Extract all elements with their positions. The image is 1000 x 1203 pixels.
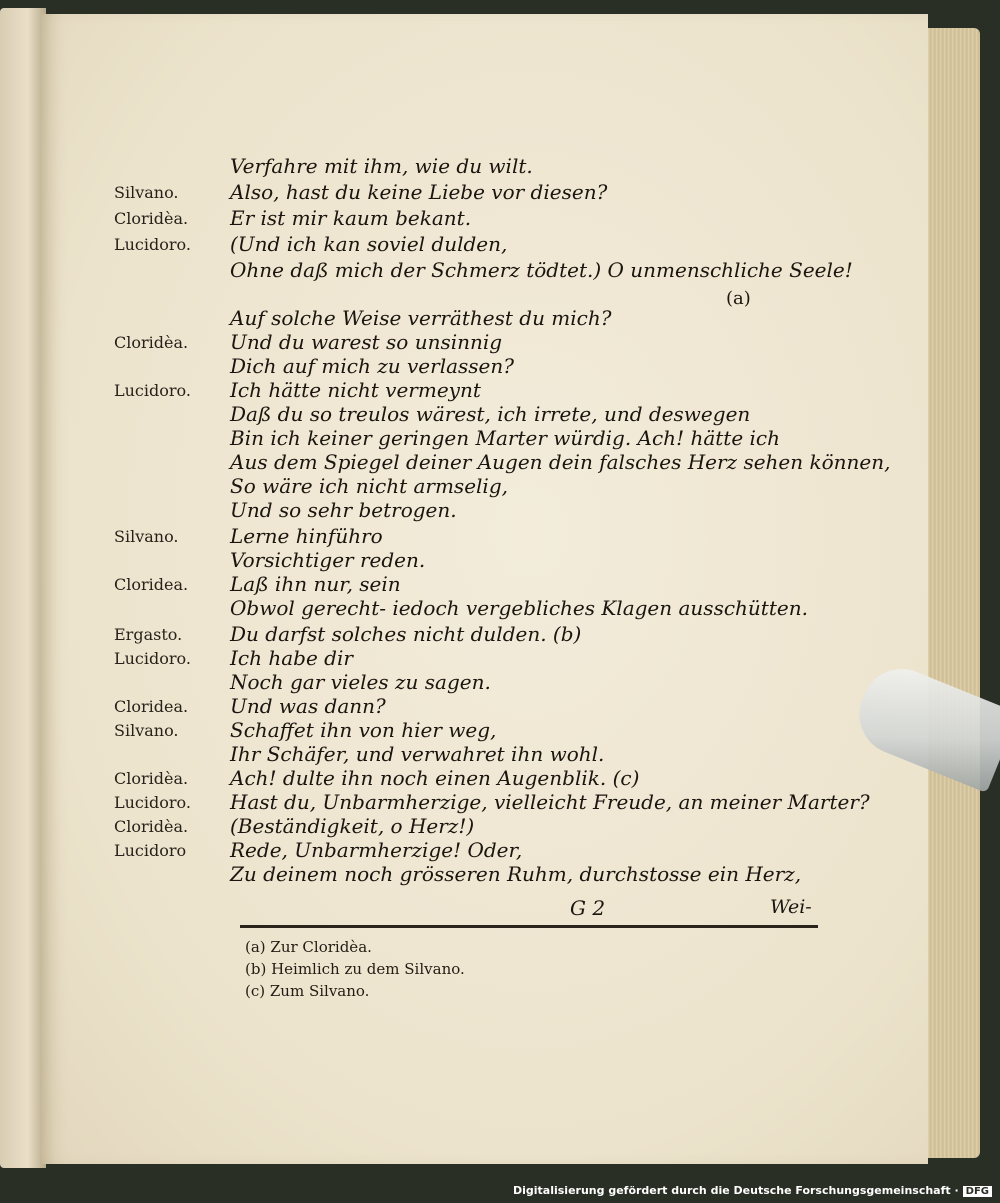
catchword: Wei- (770, 896, 812, 918)
dialogue-line: Obwol gerecht- iedoch vergebliches Klagen ausschütten. (230, 596, 808, 620)
dialogue-line: Und so sehr betrogen. (230, 498, 457, 522)
dialogue-line: Du darfst solches nicht dulden. (b) (230, 622, 582, 646)
speaker-name: Lucidoro. (114, 381, 191, 400)
dialogue-line: Lerne hinführo (230, 524, 383, 548)
dialogue-line: Und du warest so unsinnig (230, 330, 503, 354)
dialogue-line: Und was dann? (230, 694, 386, 718)
dialogue-line: Ich hätte nicht vermeynt (230, 378, 481, 402)
dialogue-line: Ich habe dir (230, 646, 353, 670)
speaker-name: Lucidoro. (114, 793, 191, 812)
speaker-name: Cloridèa. (114, 817, 189, 836)
signature-mark: G 2 (570, 896, 606, 920)
dialogue-line: Dich auf mich zu verlassen? (230, 354, 514, 378)
dialogue-line: Schaffet ihn von hier weg, (230, 718, 497, 742)
footnote-a: (a) Zur Cloridèa. (245, 938, 372, 956)
page-stack-edge (925, 28, 980, 1158)
speaker-name: Lucidoro. (114, 235, 191, 254)
dialogue-line: Rede, Unbarmherzige! Oder, (230, 838, 523, 862)
dialogue-line: Aus dem Spiegel deiner Augen dein falsches Herz sehen können, (230, 450, 891, 474)
dialogue-line: (Beständigkeit, o Herz!) (230, 814, 475, 838)
dialogue-line: Ohne daß mich der Schmerz tödtet.) O unmenschliche Seele! (230, 258, 853, 282)
dialogue-line: So wäre ich nicht armselig, (230, 474, 508, 498)
footnote-b: (b) Heimlich zu dem Silvano. (245, 960, 465, 978)
dialogue-line: Ach! dulte ihn noch einen Augenblik. (c) (230, 766, 640, 790)
speaker-name: Cloridea. (114, 697, 189, 716)
speaker-name: Cloridèa. (114, 769, 189, 788)
speaker-name: Silvano. (114, 721, 179, 740)
dialogue-line: Vorsichtiger reden. (230, 548, 426, 572)
dialogue-line: (Und ich kan soviel dulden, (230, 232, 508, 256)
dialogue-line: Daß du so treulos wärest, ich irrete, und deswegen (230, 402, 751, 426)
dialogue-line: Noch gar vieles zu sagen. (230, 670, 491, 694)
speaker-name: Cloridèa. (114, 333, 189, 352)
speaker-name: Cloridea. (114, 575, 189, 594)
speaker-name: Silvano. (114, 183, 179, 202)
digitization-credit (513, 1184, 992, 1197)
dfg-logo: DFG (963, 1186, 992, 1197)
speaker-name: Ergasto. (114, 625, 183, 644)
book-page (40, 14, 928, 1164)
dialogue-line: Also, hast du keine Liebe vor diesen? (230, 180, 608, 204)
footnote-c: (c) Zum Silvano. (245, 982, 370, 1000)
dialogue-line: Ihr Schäfer, und verwahret ihn wohl. (230, 742, 605, 766)
credit-text: Digitalisierung gefördert durch die Deutsche Forschungsgemeinschaft · (512, 1184, 959, 1197)
speaker-name: Cloridèa. (114, 209, 189, 228)
dialogue-line: Zu deinem noch grösseren Ruhm, durchstosse ein Herz, (230, 862, 802, 886)
dialogue-line: Hast du, Unbarmherzige, vielleicht Freude, an meiner Marter? (230, 790, 870, 814)
dialogue-line: Bin ich keiner geringen Marter würdig. Ach! hätte ich (230, 426, 781, 450)
dialogue-line: Er ist mir kaum bekant. (230, 206, 472, 230)
dialogue-line: Auf solche Weise verräthest du mich? (230, 306, 612, 330)
dialogue-line: Verfahre mit ihm, wie du wilt. (230, 154, 533, 178)
speaker-name: Lucidoro (114, 841, 187, 860)
footnote-rule (240, 925, 818, 928)
speaker-name: Lucidoro. (114, 649, 191, 668)
footnote-mark-a: (a) (726, 288, 751, 309)
dialogue-line: Laß ihn nur, sein (230, 572, 401, 596)
speaker-name: Silvano. (114, 527, 179, 546)
